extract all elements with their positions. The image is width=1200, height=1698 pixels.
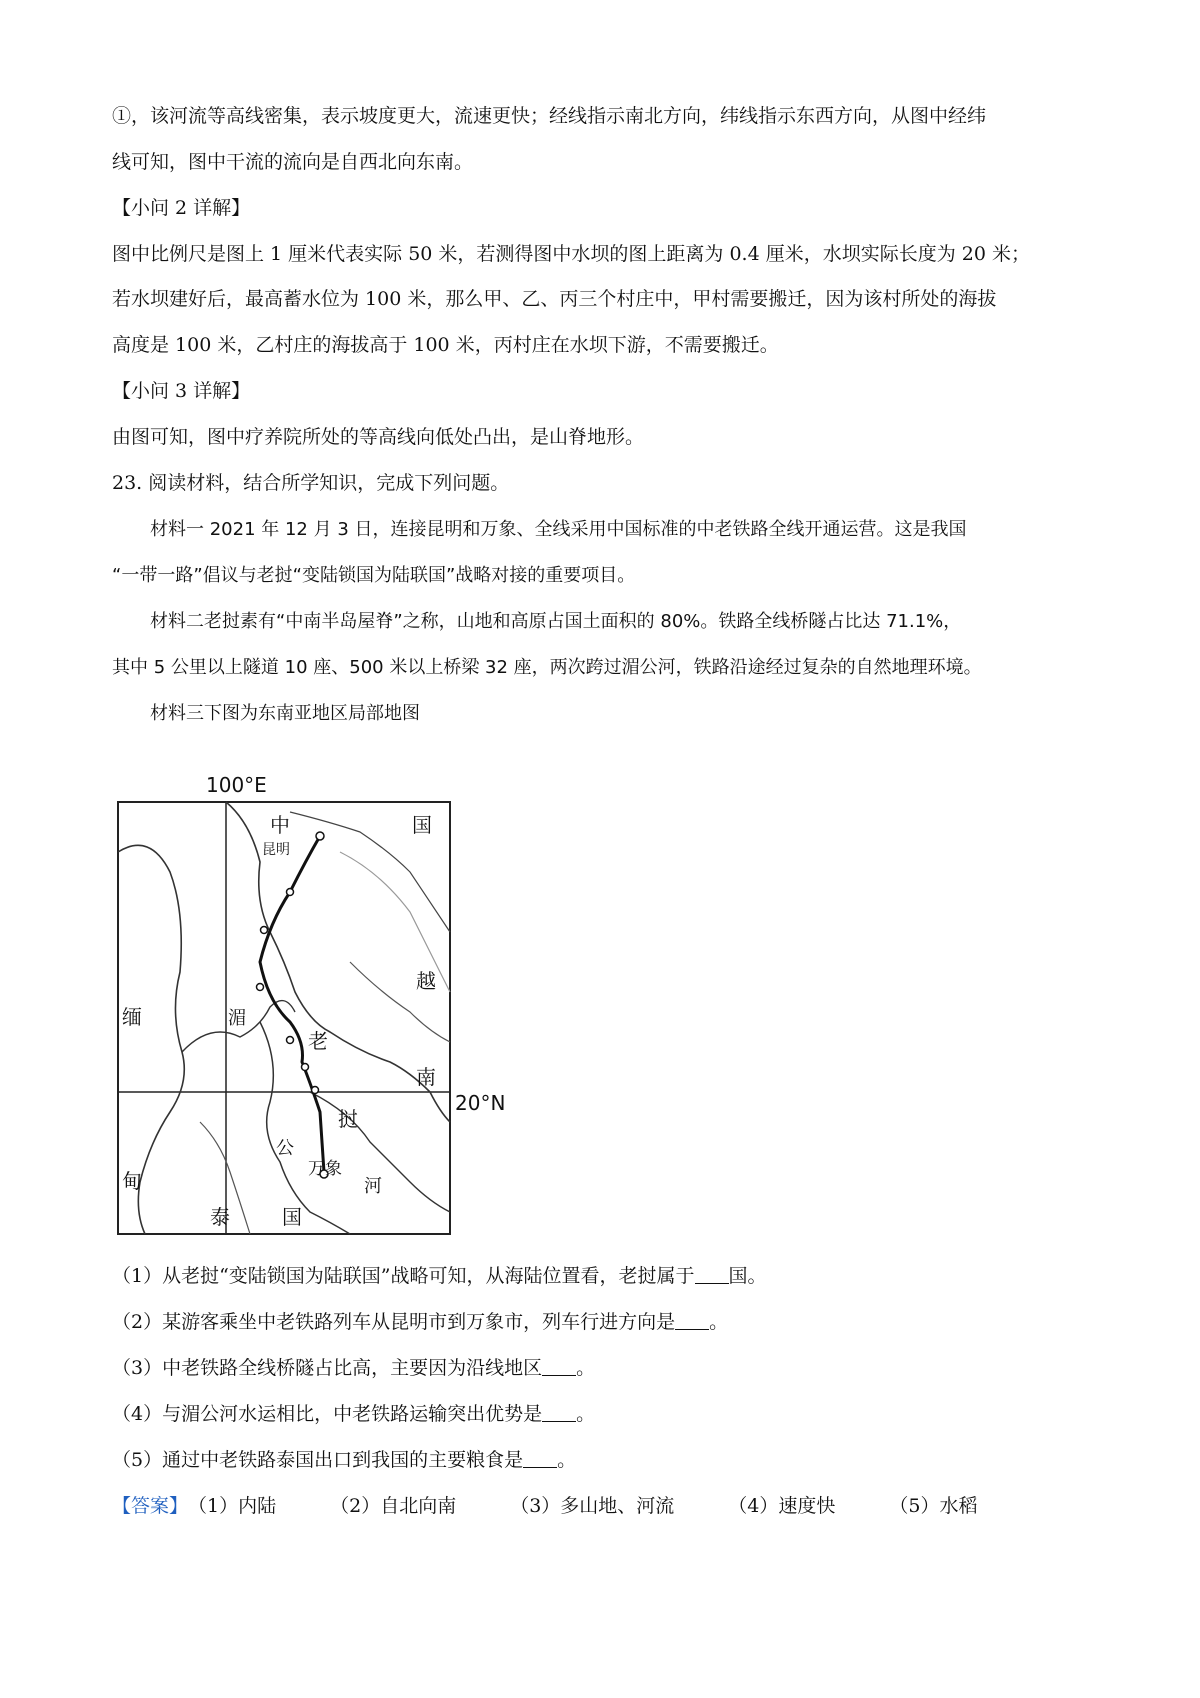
paragraph-line: 线可知，图中干流的流向是自西北向东南。 [112,151,474,173]
subquestion-text: 。 [557,1449,577,1471]
label-mekong: 公 [276,1138,294,1159]
railway-station [287,1037,294,1044]
answer-item: （3）多山地、河流 [510,1495,675,1517]
answer-blank [675,1311,709,1330]
subquestion-1 [112,1262,767,1290]
label-vietnam: 越 [416,969,436,993]
subquestion-text: （2）某游客乘坐中老铁路列车从昆明市到万象市，列车行进方向是 [112,1311,676,1333]
answer-blank [695,1265,729,1284]
subquestion-2 [112,1308,728,1336]
label-laos: 挝 [338,1107,358,1131]
railway-station [302,1064,309,1071]
railway-station-kunming [316,832,324,840]
railway-station [261,927,268,934]
subquestion-text: （1）从老挝“变陆锁国为陆联国”战略可知，从海陆位置看，老挝属于 [112,1265,695,1287]
label-thailand: 泰 [210,1205,230,1229]
answer-item: （2）自北向南 [330,1495,457,1517]
paragraph-line: 若水坝建好后，最高蓄水位为 100 米，那么甲、乙、丙三个村庄中，甲村需要搬迁，因为该村所处的海拔 [112,288,997,310]
paragraph-line: 高度是 100 米，乙村庄的海拔高于 100 米，丙村庄在水坝下游，不需要搬迁。 [112,334,779,356]
subquestion-3 [112,1354,595,1382]
question-title: 23. 阅读材料，结合所学知识，完成下列问题。 [112,472,510,494]
meridian-label: 100°E [206,773,267,797]
china-laos-railway [260,836,324,1172]
answer-item: （1）内陆 [188,1495,277,1517]
mekong-river [260,1022,350,1234]
label-laos: 老 [308,1029,328,1053]
answer-blank [523,1449,557,1468]
material-line: “一带一路”倡议与老挝“变陆锁国为陆联国”战略对接的重要项目。 [112,565,636,586]
material-line: 材料二老挝素有“中南半岛屋脊”之称，山地和高原占国土面积的 80%。铁路全线桥隧占比达 71.1%， [150,611,962,632]
section-heading: 【小问 3 详解】 [112,380,251,402]
paragraph-line: ①，该河流等高线密集，表示坡度更大，流速更快；经线指示南北方向，纬线指示东西方向，从图中经纬 [112,105,987,127]
answer-item: （5）水稻 [889,1495,978,1517]
subquestion-text: （3）中老铁路全线桥隧占比高，主要因为沿线地区 [112,1357,543,1379]
label-mekong: 湄 [228,1008,246,1029]
subquestion-text: 国。 [728,1265,767,1287]
label-myanmar: 甸 [122,1169,142,1193]
label-china: 中 [270,813,290,837]
subquestion-5 [112,1446,576,1474]
label-vientiane: 万象 [308,1159,342,1179]
railway-station [287,889,294,896]
paragraph-line: 图中比例尺是图上 1 厘米代表实际 50 米，若测得图中水坝的图上距离为 0.4 厘米，水坝实际长度为 20 米； [112,243,1030,265]
subquestion-text: 。 [576,1357,596,1379]
material-line: 材料一 2021 年 12 月 3 日，连接昆明和万象、全线采用中国标准的中老铁路全线开通运营。这是我国 [150,519,967,540]
southeast-asia-map [110,762,506,1242]
answer-blank [542,1403,576,1422]
subquestion-4 [112,1400,595,1428]
subquestion-text: （4）与湄公河水运相比，中老铁路运输突出优势是 [112,1403,543,1425]
label-thailand: 国 [282,1205,302,1229]
subquestion-text: 。 [576,1403,596,1425]
railway-station [257,984,264,991]
label-kunming: 昆明 [262,842,290,858]
parallel-label: 20°N [455,1091,506,1115]
answer-blank [542,1357,576,1376]
answer-item: （4）速度快 [728,1495,836,1517]
subquestion-text: 。 [709,1311,729,1333]
paragraph-line: 由图可知，图中疗养院所处的等高线向低处凸出，是山脊地形。 [112,426,645,448]
answer-tag: 【答案】 [112,1495,189,1517]
label-china: 国 [412,813,432,837]
material-line: 其中 5 公里以上隧道 10 座、500 米以上桥梁 32 座，两次跨过湄公河，铁路沿途经过复杂的自然地理环境。 [112,657,982,678]
answer-line [112,1492,977,1520]
label-vietnam: 南 [416,1065,436,1089]
label-myanmar: 缅 [122,1005,142,1029]
railway-station [312,1087,319,1094]
label-mekong: 河 [364,1176,382,1197]
subquestion-text: （5）通过中老铁路泰国出口到我国的主要粮食是 [112,1449,524,1471]
section-heading: 【小问 2 详解】 [112,197,251,219]
material-line: 材料三下图为东南亚地区局部地图 [150,703,420,724]
